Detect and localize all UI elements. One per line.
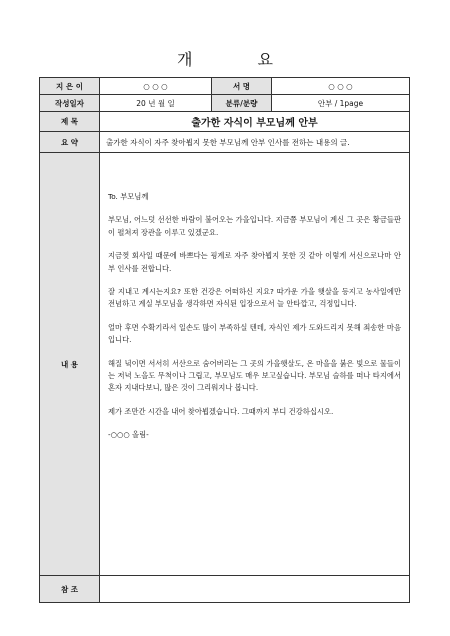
letter-greeting: To. 부모님께 — [108, 192, 149, 201]
summary-label: 요 약 — [40, 132, 100, 153]
subject-value: 출가한 자식이 부모님께 안부 — [100, 112, 410, 132]
reference-value — [100, 576, 410, 603]
document-title: 개 요 — [177, 50, 303, 69]
signature-label: 서 명 — [212, 78, 272, 95]
letter-paragraph-1: 부모님, 어느덧 선선한 바람이 불어오는 가을입니다. 지금쯤 부모님이 계신 그 곳은 황금들판이 펼쳐져 장관을 이루고 있겠군요. — [108, 215, 401, 237]
author-value: ○ ○ ○ — [100, 78, 212, 95]
content-label: 내 용 — [40, 153, 100, 576]
summary-value: 출가한 자식이 자주 찾아뵙지 못한 부모님께 안부 인사를 전하는 내용의 글. — [100, 132, 410, 153]
reference-label: 참 조 — [40, 576, 100, 603]
date-label: 작성일자 — [40, 95, 100, 112]
letter-paragraph-2: 지금껏 회사일 때문에 바쁘다는 핑계로 자주 찾아뵙지 못한 것 같아 이렇게 서신으로나마 안부 인사를 전합니다. — [108, 251, 401, 273]
letter-paragraph-4: 얼마 후면 수확기라서 일손도 많이 부족하실 텐데, 자식인 제가 도와드리지 못해 죄송한 마음입니다. — [108, 322, 401, 345]
category-value: 안부 / 1page — [272, 95, 410, 112]
letter-paragraph-3: 잘 지내고 계시는지요? 또한 건강은 어떠하신 지요? 따가운 가을 햇살을 등지고 농사일에만 전념하고 계실 부모님을 생각하면 자식된 입장으로서 늘 안타깝고, 걱정입니다. — [108, 287, 401, 309]
letter-paragraph-6: 제가 조만간 시간을 내어 찾아뵙겠습니다. 그때까지 부디 건강하십시오. — [108, 406, 334, 416]
content-body — [100, 153, 410, 576]
outline-form — [39, 77, 410, 603]
author-label: 지 은 이 — [40, 78, 100, 95]
signature-value: ○ ○ ○ — [272, 78, 410, 95]
letter-closing: -○○○ 올림- — [108, 430, 149, 440]
category-label: 분류/분량 — [212, 95, 272, 112]
subject-label: 제 목 — [40, 112, 100, 132]
letter-paragraph-5: 해질 녘이면 서서히 서산으로 숨어버리는 그 곳의 가을햇살도, 온 마을을 붉은 빛으로 물들이는 저녁 노을도 무척이나 그립고, 부모님도 매우 보고싶습니다. 부모님 슬하를 떠나 타지에서 혼자 지내다보니, 많은 것이 그리워지나 봅니다. — [108, 358, 401, 393]
date-value: 20 년 월 일 — [100, 95, 212, 112]
